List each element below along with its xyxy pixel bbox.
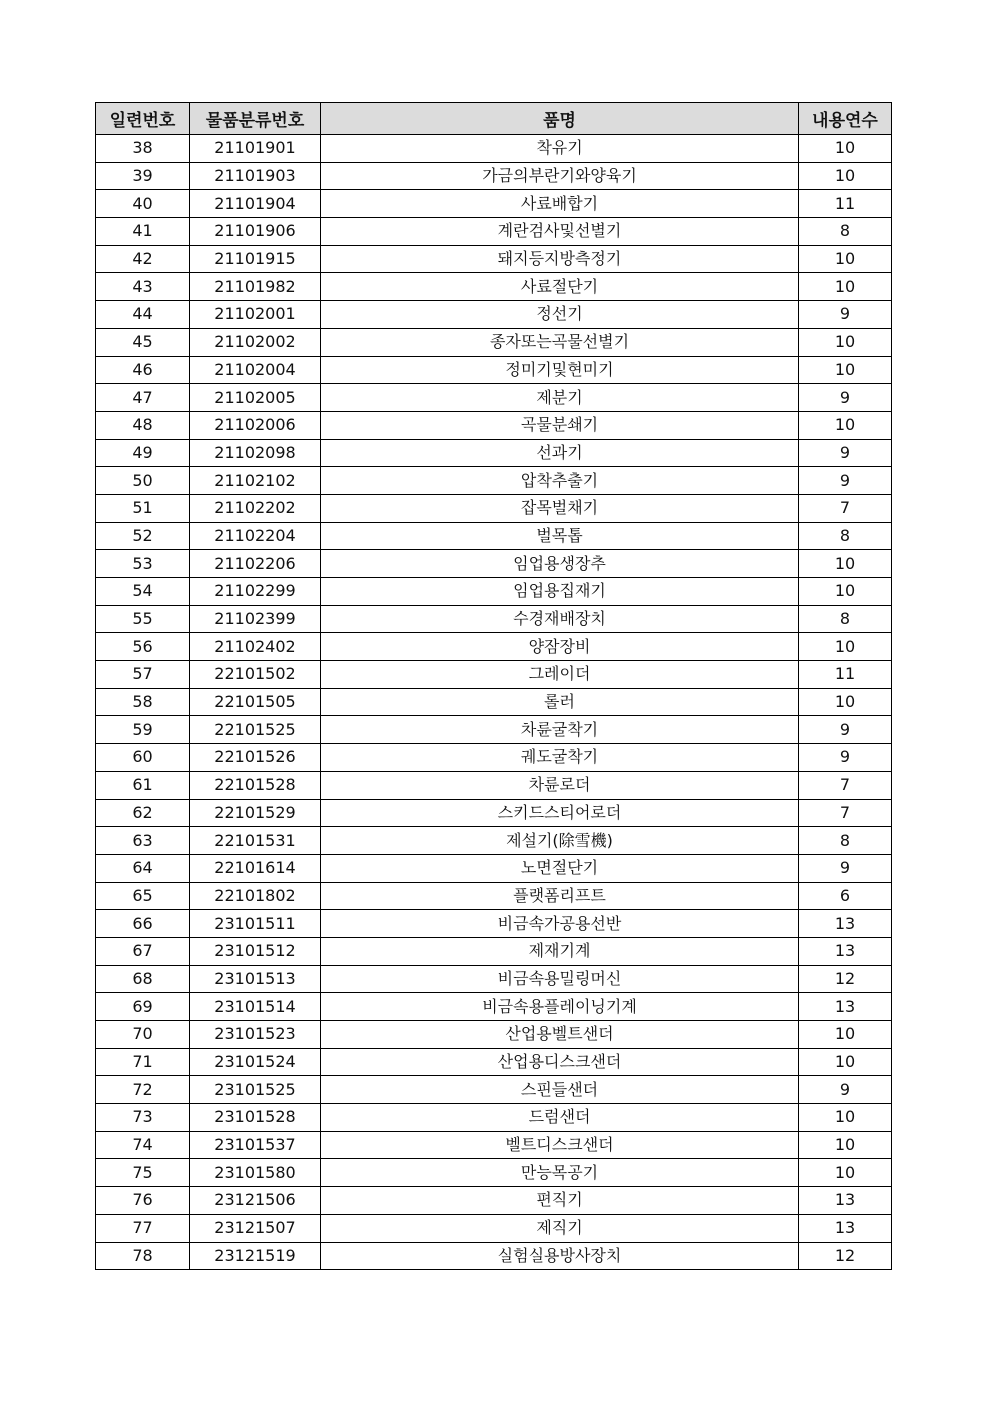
header-useful-life: 내용연수	[799, 103, 892, 135]
classification-number-cell: 21102206	[190, 550, 321, 578]
serial-number-cell: 67	[96, 937, 190, 965]
header-serial-number: 일련번호	[96, 103, 190, 135]
serial-number-cell: 51	[96, 494, 190, 522]
useful-life-cell: 9	[799, 1076, 892, 1104]
table-row	[96, 467, 892, 495]
item-name-cell: 정선기	[321, 301, 799, 329]
useful-life-cell: 10	[799, 1131, 892, 1159]
table-row	[96, 1242, 892, 1270]
item-name-cell: 압착추출기	[321, 467, 799, 495]
useful-life-cell: 10	[799, 633, 892, 661]
useful-life-cell: 10	[799, 1021, 892, 1049]
useful-life-cell: 7	[799, 771, 892, 799]
classification-number-cell: 23101523	[190, 1021, 321, 1049]
serial-number-cell: 77	[96, 1214, 190, 1242]
serial-number-cell: 48	[96, 411, 190, 439]
useful-life-cell: 10	[799, 245, 892, 273]
serial-number-cell: 62	[96, 799, 190, 827]
table-row	[96, 162, 892, 190]
classification-number-cell: 21102006	[190, 411, 321, 439]
serial-number-cell: 60	[96, 744, 190, 772]
item-name-cell: 곡물분쇄기	[321, 411, 799, 439]
classification-number-cell: 23101514	[190, 993, 321, 1021]
useful-life-cell: 9	[799, 384, 892, 412]
item-name-cell: 사료절단기	[321, 273, 799, 301]
table-row	[96, 384, 892, 412]
table-row	[96, 771, 892, 799]
classification-number-cell: 21101915	[190, 245, 321, 273]
item-name-cell: 수경재배장치	[321, 605, 799, 633]
table-row	[96, 301, 892, 329]
serial-number-cell: 74	[96, 1131, 190, 1159]
item-name-cell: 차륜로더	[321, 771, 799, 799]
useful-life-cell: 13	[799, 1187, 892, 1215]
item-name-cell: 종자또는곡물선별기	[321, 328, 799, 356]
useful-life-cell: 10	[799, 162, 892, 190]
classification-number-cell: 22101614	[190, 854, 321, 882]
item-name-cell: 실험실용방사장치	[321, 1242, 799, 1270]
useful-life-cell: 10	[799, 688, 892, 716]
serial-number-cell: 38	[96, 135, 190, 163]
classification-number-cell: 23121507	[190, 1214, 321, 1242]
serial-number-cell: 58	[96, 688, 190, 716]
item-name-cell: 돼지등지방측정기	[321, 245, 799, 273]
table-row	[96, 1131, 892, 1159]
useful-life-cell: 10	[799, 328, 892, 356]
table-row	[96, 135, 892, 163]
item-name-cell: 벨트디스크샌더	[321, 1131, 799, 1159]
classification-number-cell: 22101802	[190, 882, 321, 910]
classification-number-cell: 21102402	[190, 633, 321, 661]
table-row	[96, 494, 892, 522]
useful-life-cell: 9	[799, 301, 892, 329]
useful-life-cell: 9	[799, 854, 892, 882]
table-row	[96, 854, 892, 882]
classification-number-cell: 21102399	[190, 605, 321, 633]
table-row	[96, 218, 892, 246]
classification-number-cell: 21102005	[190, 384, 321, 412]
classification-number-cell: 22101529	[190, 799, 321, 827]
useful-life-cell: 10	[799, 1159, 892, 1187]
classification-number-cell: 23121506	[190, 1187, 321, 1215]
serial-number-cell: 76	[96, 1187, 190, 1215]
serial-number-cell: 57	[96, 661, 190, 689]
classification-number-cell: 23101580	[190, 1159, 321, 1187]
classification-number-cell: 22101531	[190, 827, 321, 855]
table-row	[96, 550, 892, 578]
item-name-cell: 플랫폼리프트	[321, 882, 799, 910]
table-row	[96, 356, 892, 384]
item-name-cell: 제직기	[321, 1214, 799, 1242]
useful-life-cell: 10	[799, 1048, 892, 1076]
table-row	[96, 910, 892, 938]
item-name-cell: 롤러	[321, 688, 799, 716]
classification-number-cell: 22101505	[190, 688, 321, 716]
item-name-cell: 제설기(除雪機)	[321, 827, 799, 855]
classification-number-cell: 21102202	[190, 494, 321, 522]
table-row	[96, 993, 892, 1021]
classification-number-cell: 21101903	[190, 162, 321, 190]
item-name-cell: 궤도굴착기	[321, 744, 799, 772]
item-name-cell: 스핀들샌더	[321, 1076, 799, 1104]
serial-number-cell: 75	[96, 1159, 190, 1187]
useful-life-cell: 8	[799, 218, 892, 246]
table-row	[96, 716, 892, 744]
classification-number-cell: 23121519	[190, 1242, 321, 1270]
serial-number-cell: 41	[96, 218, 190, 246]
table-row	[96, 1159, 892, 1187]
table-row	[96, 1021, 892, 1049]
classification-number-cell: 21102004	[190, 356, 321, 384]
useful-life-cell: 13	[799, 937, 892, 965]
useful-life-cell: 12	[799, 1242, 892, 1270]
serial-number-cell: 45	[96, 328, 190, 356]
useful-life-cell: 13	[799, 993, 892, 1021]
table-row	[96, 827, 892, 855]
useful-life-cell: 12	[799, 965, 892, 993]
table-row	[96, 439, 892, 467]
item-name-cell: 차륜굴착기	[321, 716, 799, 744]
classification-number-cell: 21101906	[190, 218, 321, 246]
table-body	[96, 135, 892, 1270]
serial-number-cell: 46	[96, 356, 190, 384]
classification-number-cell: 23101511	[190, 910, 321, 938]
table-row	[96, 190, 892, 218]
header-row	[96, 103, 892, 135]
serial-number-cell: 53	[96, 550, 190, 578]
classification-number-cell: 23101524	[190, 1048, 321, 1076]
useful-life-cell: 7	[799, 799, 892, 827]
item-name-cell: 임업용생장추	[321, 550, 799, 578]
classification-number-cell: 21102102	[190, 467, 321, 495]
useful-life-cell: 6	[799, 882, 892, 910]
classification-number-cell: 21101982	[190, 273, 321, 301]
classification-number-cell: 22101502	[190, 661, 321, 689]
classification-number-cell: 23101525	[190, 1076, 321, 1104]
serial-number-cell: 54	[96, 578, 190, 606]
serial-number-cell: 52	[96, 522, 190, 550]
serial-number-cell: 59	[96, 716, 190, 744]
item-name-cell: 양잠장비	[321, 633, 799, 661]
useful-life-cell: 9	[799, 467, 892, 495]
useful-life-cell: 10	[799, 356, 892, 384]
item-name-cell: 산업용벨트샌더	[321, 1021, 799, 1049]
classification-number-cell: 22101528	[190, 771, 321, 799]
item-name-cell: 스키드스티어로더	[321, 799, 799, 827]
item-name-cell: 그레이더	[321, 661, 799, 689]
serial-number-cell: 72	[96, 1076, 190, 1104]
serial-number-cell: 44	[96, 301, 190, 329]
useful-life-cell: 10	[799, 273, 892, 301]
table-row	[96, 1048, 892, 1076]
serial-number-cell: 39	[96, 162, 190, 190]
item-name-cell: 비금속용밀링머신	[321, 965, 799, 993]
useful-life-cell: 10	[799, 1104, 892, 1132]
item-name-cell: 제분기	[321, 384, 799, 412]
serial-number-cell: 71	[96, 1048, 190, 1076]
useful-life-cell: 13	[799, 910, 892, 938]
item-name-cell: 잡목벌채기	[321, 494, 799, 522]
useful-life-cell: 8	[799, 522, 892, 550]
serial-number-cell: 61	[96, 771, 190, 799]
table-row	[96, 799, 892, 827]
table-row	[96, 578, 892, 606]
serial-number-cell: 40	[96, 190, 190, 218]
item-name-cell: 산업용디스크샌더	[321, 1048, 799, 1076]
table-row	[96, 411, 892, 439]
useful-life-cell: 8	[799, 827, 892, 855]
useful-life-cell: 9	[799, 439, 892, 467]
classification-number-cell: 21102098	[190, 439, 321, 467]
serial-number-cell: 49	[96, 439, 190, 467]
useful-life-cell: 8	[799, 605, 892, 633]
classification-number-cell: 21102204	[190, 522, 321, 550]
item-name-cell: 계란검사및선별기	[321, 218, 799, 246]
classification-number-cell: 23101537	[190, 1131, 321, 1159]
serial-number-cell: 65	[96, 882, 190, 910]
classification-number-cell: 23101528	[190, 1104, 321, 1132]
table-row	[96, 245, 892, 273]
classification-number-cell: 21102002	[190, 328, 321, 356]
item-name-cell: 정미기및현미기	[321, 356, 799, 384]
useful-life-cell: 7	[799, 494, 892, 522]
header-item-name: 품명	[321, 103, 799, 135]
classification-number-cell: 21101904	[190, 190, 321, 218]
table-row	[96, 1104, 892, 1132]
serial-number-cell: 50	[96, 467, 190, 495]
item-name-cell: 편직기	[321, 1187, 799, 1215]
classification-number-cell: 21102001	[190, 301, 321, 329]
item-name-cell: 드럼샌더	[321, 1104, 799, 1132]
item-name-cell: 선과기	[321, 439, 799, 467]
item-name-cell: 비금속용플레이닝기계	[321, 993, 799, 1021]
serial-number-cell: 78	[96, 1242, 190, 1270]
table-row	[96, 273, 892, 301]
serial-number-cell: 63	[96, 827, 190, 855]
table-row	[96, 633, 892, 661]
item-name-cell: 가금의부란기와양육기	[321, 162, 799, 190]
useful-life-cell: 10	[799, 550, 892, 578]
useful-life-cell: 10	[799, 578, 892, 606]
serial-number-cell: 66	[96, 910, 190, 938]
table-row	[96, 882, 892, 910]
useful-life-cell: 11	[799, 661, 892, 689]
item-name-cell: 노면절단기	[321, 854, 799, 882]
table-row	[96, 328, 892, 356]
classification-number-cell: 22101525	[190, 716, 321, 744]
table-row	[96, 744, 892, 772]
header-classification-number: 물품분류번호	[190, 103, 321, 135]
useful-life-cell: 9	[799, 716, 892, 744]
table-row	[96, 1214, 892, 1242]
table-row	[96, 937, 892, 965]
serial-number-cell: 64	[96, 854, 190, 882]
table-row	[96, 522, 892, 550]
serial-number-cell: 70	[96, 1021, 190, 1049]
durability-table	[95, 102, 892, 1270]
item-name-cell: 비금속가공용선반	[321, 910, 799, 938]
serial-number-cell: 73	[96, 1104, 190, 1132]
serial-number-cell: 43	[96, 273, 190, 301]
useful-life-cell: 10	[799, 135, 892, 163]
item-name-cell: 제재기계	[321, 937, 799, 965]
classification-number-cell: 21102299	[190, 578, 321, 606]
classification-number-cell: 21101901	[190, 135, 321, 163]
table-row	[96, 965, 892, 993]
serial-number-cell: 47	[96, 384, 190, 412]
item-name-cell: 벌목톱	[321, 522, 799, 550]
table-row	[96, 1076, 892, 1104]
item-name-cell: 사료배합기	[321, 190, 799, 218]
table-row	[96, 605, 892, 633]
item-name-cell: 만능목공기	[321, 1159, 799, 1187]
table-row	[96, 661, 892, 689]
serial-number-cell: 55	[96, 605, 190, 633]
table-row	[96, 688, 892, 716]
serial-number-cell: 56	[96, 633, 190, 661]
durability-table-container	[95, 102, 891, 1270]
classification-number-cell: 23101513	[190, 965, 321, 993]
useful-life-cell: 13	[799, 1214, 892, 1242]
useful-life-cell: 9	[799, 744, 892, 772]
useful-life-cell: 11	[799, 190, 892, 218]
classification-number-cell: 23101512	[190, 937, 321, 965]
classification-number-cell: 22101526	[190, 744, 321, 772]
item-name-cell: 임업용집재기	[321, 578, 799, 606]
serial-number-cell: 68	[96, 965, 190, 993]
item-name-cell: 착유기	[321, 135, 799, 163]
table-row	[96, 1187, 892, 1215]
serial-number-cell: 42	[96, 245, 190, 273]
serial-number-cell: 69	[96, 993, 190, 1021]
useful-life-cell: 10	[799, 411, 892, 439]
